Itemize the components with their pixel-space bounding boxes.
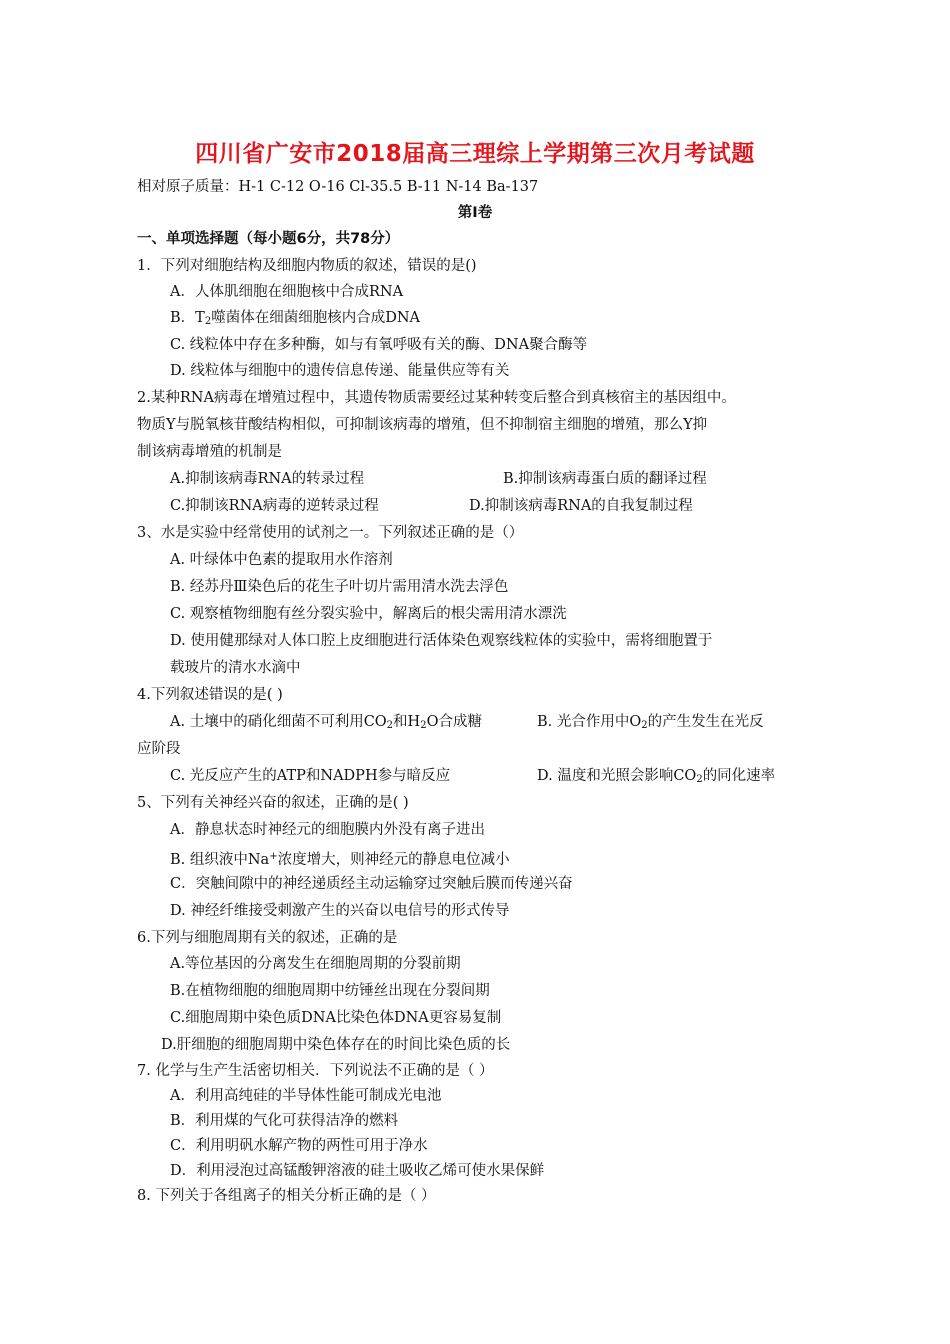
q5-option-b: B. 组织液中Na+浓度增大，则神经元的静息电位减小 (170, 851, 510, 868)
q7-option-b: B．利用煤的气化可获得洁净的燃料 (170, 1113, 399, 1129)
q1-option-b: B．$T_2$噬菌体在细菌细胞核内合成DNA (170, 310, 420, 327)
q3-option-a: A. 叶绿体中色素的提取用水作溶剂 (170, 552, 393, 568)
q2-option-d: D.抑制该病毒RNA的自我复制过程 (469, 498, 693, 514)
q2-stem-line2: 物质Y与脱氧核苷酸结构相似，可抑制该病毒的增殖，但不抑制宿主细胞的增殖，那么Y抑 (137, 417, 708, 433)
q6-option-a: A.等位基因的分离发生在细胞周期的分裂前期 (170, 956, 461, 972)
q7-stem: 7. 化学与生产生活密切相关．下列说法不正确的是（ ） (137, 1063, 494, 1079)
q3-option-c: C. 观察植物细胞有丝分裂实验中，解离后的根尖需用清水漂洗 (170, 606, 567, 622)
q4-option-a: A. 土壤中的硝化细菌不可利用$CO_2$和$H_2O$合成糖 (170, 714, 482, 731)
q2-option-a: A.抑制该病毒RNA的转录过程 (170, 471, 365, 487)
q6-option-b: B.在植物细胞的细胞周期中纺锤丝出现在分裂间期 (170, 983, 490, 999)
q4-option-d: D. 温度和光照会影响$CO_2$的同化速率 (537, 768, 776, 785)
q1-option-c: C. 线粒体中存在多种酶，如与有氧呼吸有关的酶、DNA聚合酶等 (170, 337, 588, 353)
q7-option-c: C．利用明矾水解产物的两性可用于净水 (170, 1138, 428, 1154)
atomic-mass-line: 相对原子质量：H-1 C-12 O-16 Cl-35.5 B-11 N-14 Ba-137 (137, 179, 539, 195)
q2-option-c: C.抑制该RNA病毒的逆转录过程 (170, 498, 379, 514)
volume-heading: 第Ⅰ卷 (457, 205, 493, 221)
q7-option-a: A．利用高纯硅的半导体性能可制成光电池 (170, 1088, 442, 1104)
section-heading: 一、单项选择题（每小题6分，共78分） (137, 231, 400, 247)
q3-option-d-line2: 载玻片的清水水滴中 (170, 660, 301, 676)
q1-stem: 1．下列对细胞结构及细胞内物质的叙述，错误的是() (137, 258, 477, 274)
q7-option-d: D．利用浸泡过高锰酸钾溶液的硅土吸收乙烯可使水果保鲜 (170, 1163, 545, 1179)
q6-stem: 6.下列与细胞周期有关的叙述，正确的是 (137, 930, 398, 946)
q4-stem: 4.下列叙述错误的是( ) (137, 687, 283, 703)
q6-option-d: D.肝细胞的细胞周期中染色体存在的时间比染色质的长 (161, 1037, 511, 1053)
q4-option-c: C. 光反应产生的ATP和NADPH参与暗反应 (170, 768, 451, 784)
q2-stem-line3: 制该病毒增殖的机制是 (137, 444, 282, 460)
q5-option-a: A．静息状态时神经元的细胞膜内外没有离子进出 (170, 822, 485, 838)
q5-option-c: C．突触间隙中的神经递质经主动运输穿过突触后膜而传递兴奋 (170, 876, 573, 892)
q3-stem: 3、水是实验中经常使用的试剂之一。下列叙述正确的是（） (137, 525, 524, 541)
q2-stem-line1: 2.某种RNA病毒在增殖过程中，其遗传物质需要经过某种转变后整合到真核宿主的基因组中。 (137, 390, 736, 406)
q5-stem: 5、下列有关神经兴奋的叙述，正确的是( ) (137, 795, 409, 811)
q4-option-b-cont: 应阶段 (137, 741, 181, 757)
q3-option-b: B. 经苏丹Ⅲ染色后的花生子叶切片需用清水洗去浮色 (170, 579, 509, 595)
q1-option-a: A．人体肌细胞在细胞核中合成RNA (170, 284, 404, 300)
q6-option-c: C.细胞周期中染色质DNA比染色体DNA更容易复制 (170, 1010, 502, 1026)
q3-option-d-line1: D. 使用健那绿对人体口腔上皮细胞进行活体染色观察线粒体的实验中，需将细胞置于 (170, 633, 713, 649)
q2-option-b: B.抑制该病毒蛋白质的翻译过程 (503, 471, 707, 487)
q1-option-d: D. 线粒体与细胞中的遗传信息传递、能量供应等有关 (170, 363, 510, 379)
q5-option-d: D. 神经纤维接受刺激产生的兴奋以电信号的形式传导 (170, 903, 510, 919)
exam-title: 四川省广安市2018届高三理综上学期第三次月考试题 (195, 141, 755, 167)
q4-option-b: B. 光合作用中$O_2$的产生发生在光反 (537, 714, 764, 731)
q8-stem: 8. 下列关于各组离子的相关分析正确的是（ ） (137, 1188, 436, 1204)
